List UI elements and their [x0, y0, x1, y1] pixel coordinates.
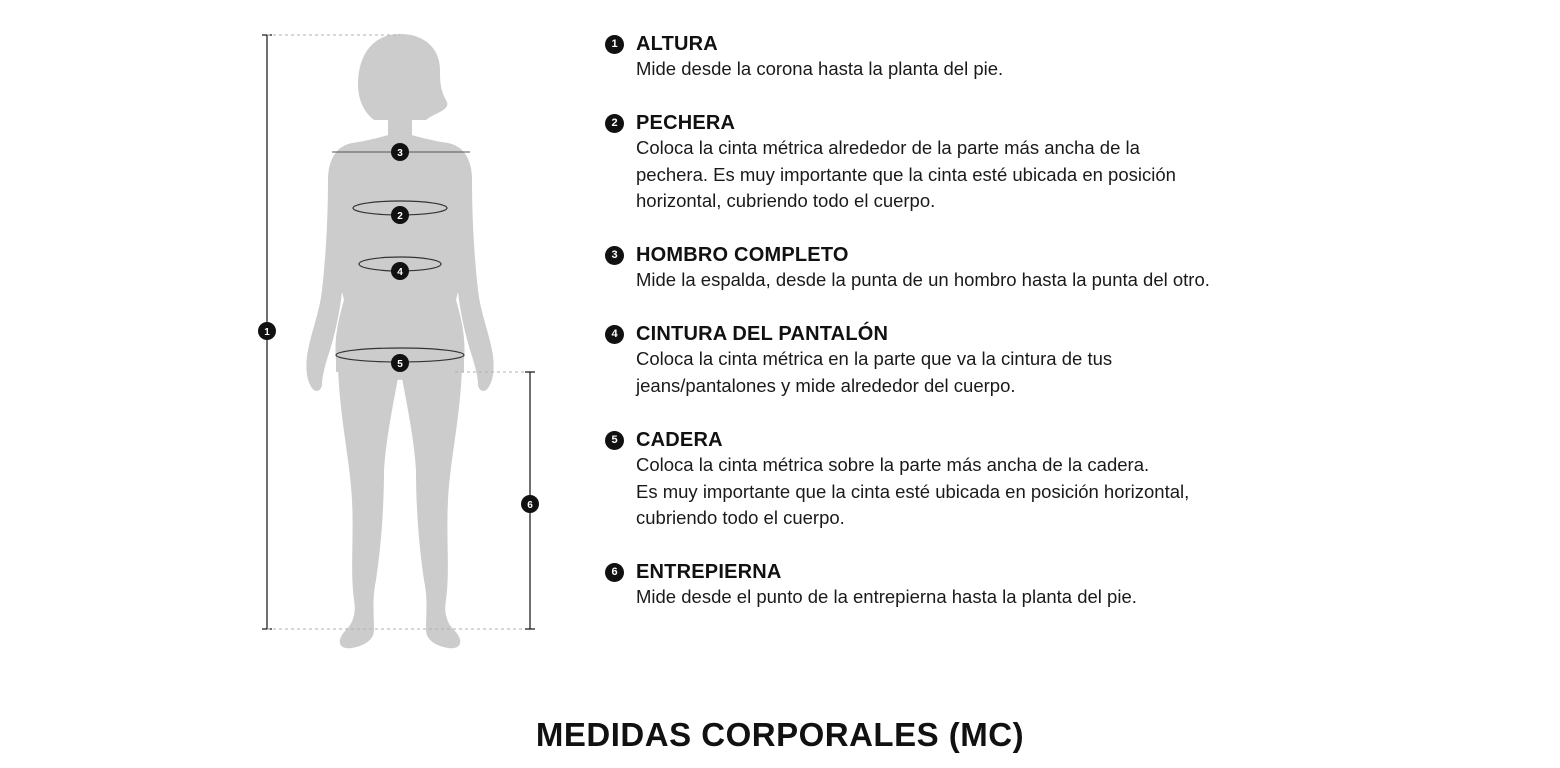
marker-5 — [391, 354, 409, 372]
svg-text:1: 1 — [264, 327, 270, 338]
measure-title: CINTURA DEL PANTALÓN — [636, 322, 889, 345]
marker-1 — [258, 322, 276, 340]
marker-2 — [391, 206, 409, 224]
measure-title: ENTREPIERNA — [636, 560, 782, 583]
measure-description: Mide desde la corona hasta la planta del pie. — [636, 58, 1004, 79]
measure-description: Mide la espalda, desde la punta de un hombro hasta la punta del otro. — [636, 269, 1210, 290]
measure-title: PECHERA — [636, 111, 736, 134]
measure-description: Coloca la cinta métrica en la parte que va la cintura de tus jeans/pantalones y mide alrededor del cuerpo. — [636, 348, 1113, 396]
measure-title: HOMBRO COMPLETO — [636, 243, 849, 266]
number-badge: 5 — [605, 431, 624, 450]
number-badge: 1 — [605, 35, 624, 54]
measure-title: CADERA — [636, 428, 723, 451]
svg-text:2: 2 — [397, 211, 403, 222]
marker-4 — [391, 262, 409, 280]
measure-description: Coloca la cinta métrica sobre la parte más ancha de la cadera. Es muy importante que la cinta esté ubicada en posición horizontal, cubriendo todo el cuerpo. — [636, 454, 1190, 528]
number-badge: 4 — [605, 325, 624, 344]
measure-inseam — [605, 560, 1325, 611]
measure-height — [605, 32, 1325, 83]
number-badge: 3 — [605, 246, 624, 265]
number-badge: 6 — [605, 563, 624, 582]
measure-description: Mide desde el punto de la entrepierna hasta la planta del pie. — [636, 586, 1137, 607]
measure-pants-waist — [605, 322, 1325, 399]
measure-description: Coloca la cinta métrica alrededor de la parte más ancha de la pechera. Es muy importante que la cinta esté ubicada en posición horizontal, cubriendo todo el cuerpo. — [636, 137, 1176, 211]
measure-title: ALTURA — [636, 32, 718, 55]
svg-text:5: 5 — [397, 359, 403, 370]
measure-chest — [605, 111, 1325, 215]
svg-text:3: 3 — [397, 148, 403, 159]
measure-shoulder — [605, 243, 1325, 294]
measure-hip — [605, 428, 1325, 532]
woman-silhouette — [306, 34, 493, 648]
svg-text:4: 4 — [397, 267, 403, 278]
number-badge: 2 — [605, 114, 624, 133]
marker-3 — [391, 143, 409, 161]
marker-6 — [521, 495, 539, 513]
page-title: MEDIDAS CORPORALES (MC) — [535, 716, 1025, 753]
svg-text:6: 6 — [527, 500, 533, 511]
body-figure — [0, 0, 600, 680]
